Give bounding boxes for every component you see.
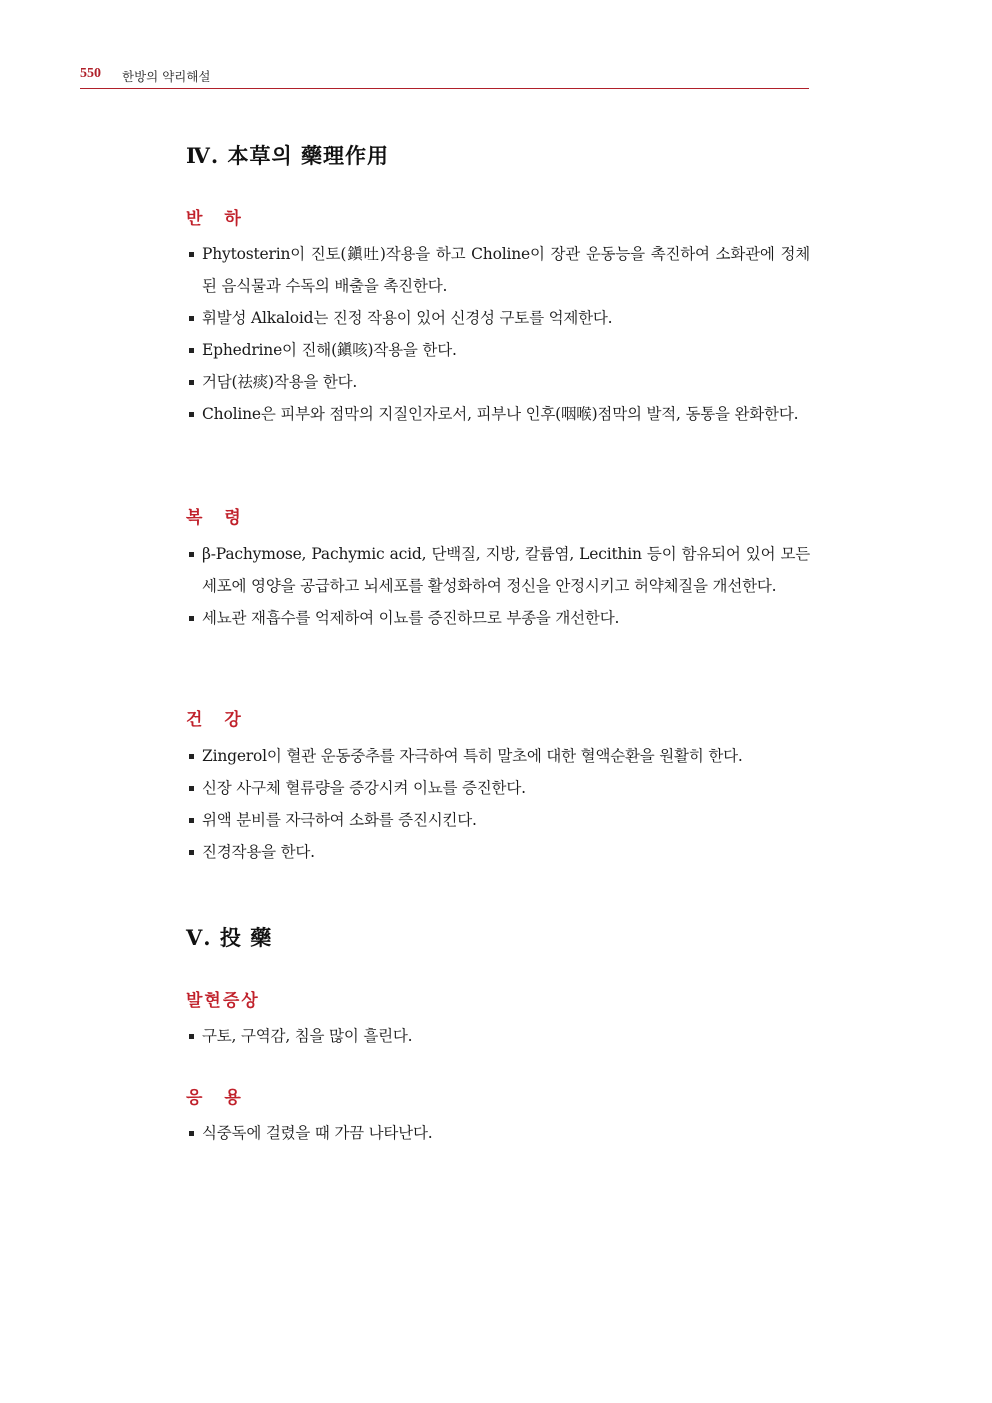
list-item: 휘발성 Alkaloid는 진정 작용이 있어 신경성 구토를 억제한다. (186, 302, 810, 334)
list-item: Ephedrine이 진해(鎭咳)작용을 한다. (186, 334, 810, 366)
subsection-title-geongang: 건 강 (186, 710, 249, 730)
section-title-dosage: Ⅴ. 投 藥 (186, 925, 273, 950)
geongang-list (186, 740, 810, 868)
subsection-title-bokryeong: 복 령 (186, 508, 249, 528)
application-list (186, 1117, 810, 1149)
list-item: 신장 사구체 혈류량을 증강시켜 이뇨를 증진한다. (186, 772, 810, 804)
list-item: 식중독에 걸렸을 때 가끔 나타난다. (186, 1117, 810, 1149)
list-item: Zingerol이 혈관 운동중추를 자극하여 특히 말초에 대한 혈액순환을 원활히 한다. (186, 740, 810, 772)
list-item: 위액 분비를 자극하여 소화를 증진시킨다. (186, 804, 810, 836)
page-number: 550 (80, 66, 101, 81)
banha-list (186, 238, 810, 430)
symptoms-list (186, 1020, 810, 1052)
page-header (80, 66, 809, 89)
subsection-title-application: 응 용 (186, 1088, 249, 1108)
section-title-pharmacology: Ⅳ. 本草의 藥理作用 (186, 143, 390, 168)
subsection-title-symptoms: 발현증상 (186, 991, 260, 1011)
list-item: 세뇨관 재흡수를 억제하여 이뇨를 증진하므로 부종을 개선한다. (186, 602, 810, 634)
list-item: 구토, 구역감, 침을 많이 흘린다. (186, 1020, 810, 1052)
bokryeong-list (186, 538, 810, 634)
list-item: 진경작용을 한다. (186, 836, 810, 868)
list-item: Phytosterin이 진토(鎭吐)작용을 하고 Choline이 장관 운동능을 촉진하여 소화관에 정체된 음식물과 수독의 배출을 촉진한다. (186, 238, 810, 302)
running-title: 한방의 약리해설 (122, 69, 211, 84)
list-item: Choline은 피부와 점막의 지질인자로서, 피부나 인후(咽喉)점막의 발적, 동통을 완화한다. (186, 398, 810, 430)
list-item: 거담(祛痰)작용을 한다. (186, 366, 810, 398)
list-item: β-Pachymose, Pachymic acid, 단백질, 지방, 칼륨염, Lecithin 등이 함유되어 있어 모든 세포에 영양을 공급하고 뇌세포를 활성화하여 정신을 안정시키고 허약체질을 개선한다. (186, 538, 810, 602)
subsection-title-banha: 반 하 (186, 209, 249, 229)
